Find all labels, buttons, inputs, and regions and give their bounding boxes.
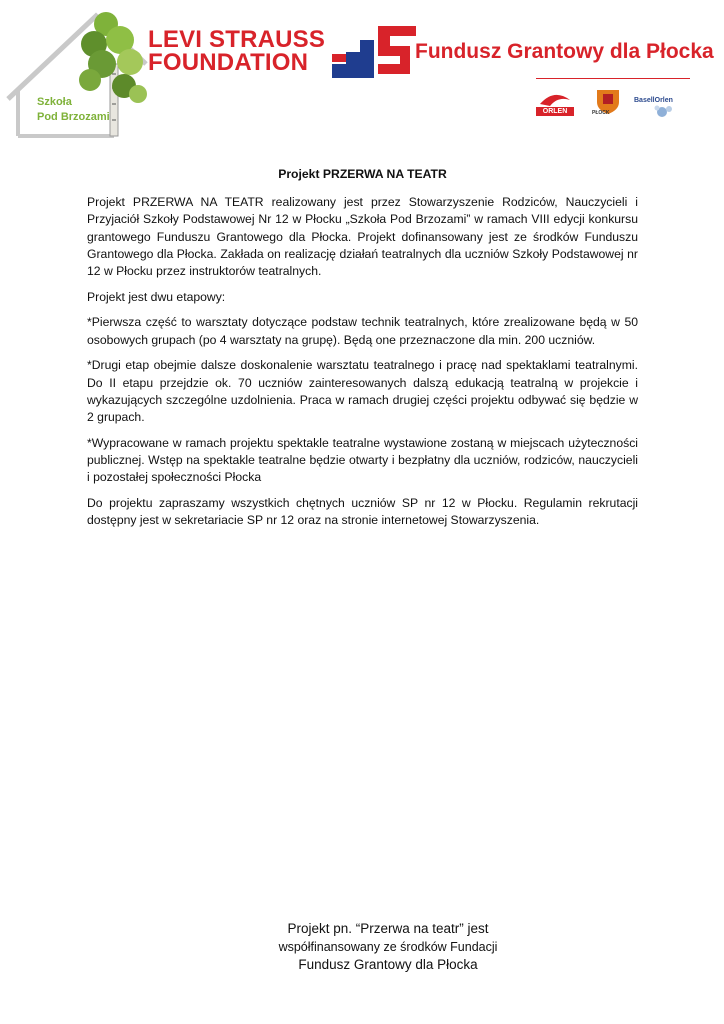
fundusz-logo-divider — [536, 78, 690, 79]
levi-logo-line1: LEVI STRAUSS — [148, 26, 326, 53]
plock-logo-label: PŁOCK — [592, 110, 610, 116]
page-header — [0, 0, 724, 145]
orlen-logo-label: ORLEN — [536, 107, 574, 116]
levi-strauss-logo — [148, 28, 325, 74]
paragraph-stage-one: *Pierwsza część to warsztaty dotyczące podstaw technik teatralnych, które zrealizowane będą w 50 osobowych grupach (po 4 warsztaty na grupę). Będą one przeznaczone dla min. 200 uczniów. — [87, 315, 638, 347]
school-logo-text — [37, 95, 110, 125]
paragraph-invitation: Do projektu zapraszamy wszystkich chętnych uczniów SP nr 12 w Płocku. Regulamin rekrutacji dostępny jest w sekretariacie SP nr 12 oraz na stronie internetowej Stowarzyszenia. — [87, 495, 638, 527]
levi-logo-line2: FOUNDATION — [148, 49, 309, 76]
paragraph-performances: *Wypracowane w ramach projektu spektakle teatralne wystawione zostaną w miejscach użyteczności publicznej. Wstęp na spektakle teatralne będzie otwarty i bezpłatny dla uczniów, rodziców, nauczycieli i pozostałej społeczności Płocka — [87, 435, 638, 485]
school-logo-line1: Szkoła — [37, 96, 72, 108]
document-body — [87, 166, 638, 538]
footer-line3: Fundusz Grantowy dla Płocka — [298, 957, 478, 972]
fundusz-logo-title: Fundusz Grantowy dla Płocka — [415, 40, 714, 63]
document-title: Projekt PRZERWA NA TEATR — [278, 167, 447, 181]
paragraph-stages: Projekt jest dwu etapowy: — [87, 289, 226, 304]
paragraph-intro: Projekt PRZERWA NA TEATR realizowany jest przez Stowarzyszenie Rodziców, Nauczycieli i Przyjaciół Szkoły Podstawowej Nr 12 w Płocku „Szkoła Pod Brzozami” w ramach VIII edycji konkursu grantowego Funduszu Grantowego dla Płocka. Projekt dofinansowany jest ze środków Funduszu Grantowego dla Płocka. Zakłada on realizację działań teatralnych dla uczniów Szkoły Podstawowej nr 12 w Płocku przez instruktorów teatralnych. — [87, 195, 638, 279]
paragraph-stage-two: *Drugi etap obejmie dalsze doskonalenie warsztatu teatralnego i pracę nad spektaklami teatralnymi. Do II etapu przejdzie ok. 70 uczniów zainteresowanych dalszą edukacją teatralną w projekcie i wykazujących szczególne uzdolnienia. Praca w ramach drugiej części projektu odbywać się będzie w 2 grupach. — [87, 358, 638, 424]
school-logo-line2: Pod Brzozami — [37, 111, 110, 123]
footer-line1: Projekt pn. “Przerwa na teatr” jest — [287, 921, 489, 936]
fgp-logo-icon — [332, 24, 416, 80]
basell-orlen-label: BasellOrlen — [634, 97, 673, 104]
footer-line2: współfinansowany ze środków Fundacji — [278, 940, 498, 954]
page-footer — [266, 920, 510, 974]
